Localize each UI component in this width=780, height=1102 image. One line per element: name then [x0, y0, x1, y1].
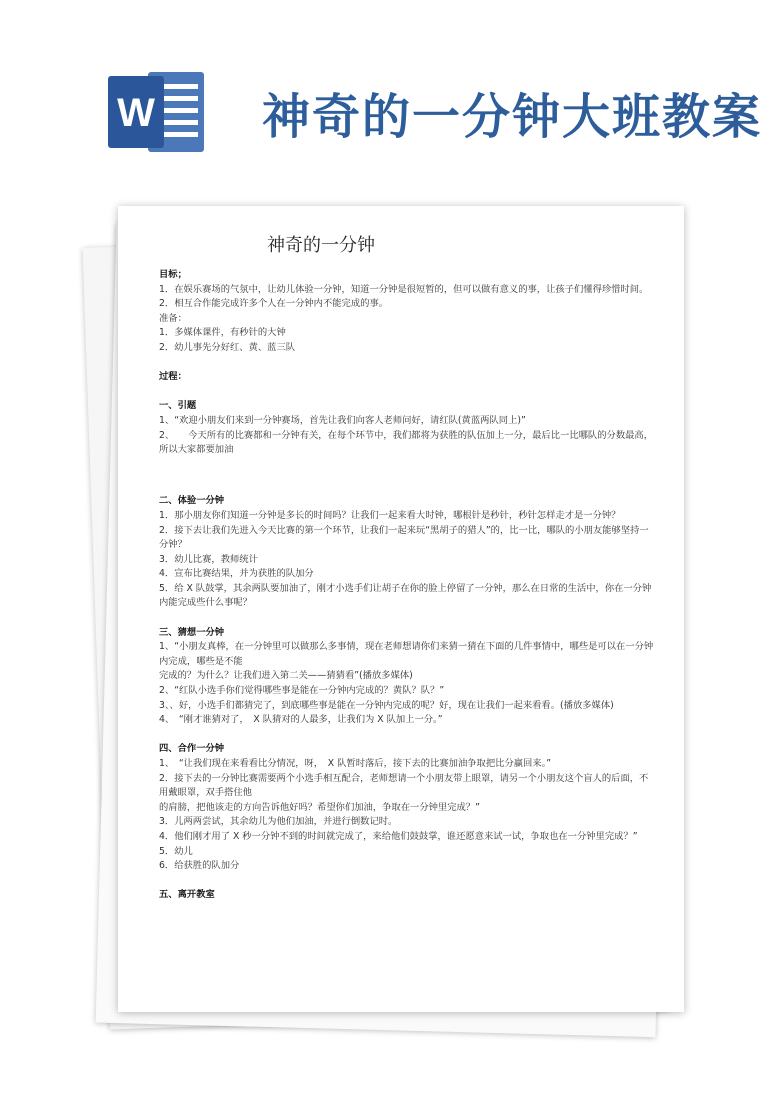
- paragraph-line: 4．宣布比赛结果，并为获胜的队加分: [159, 568, 314, 580]
- document-page: [118, 206, 684, 1012]
- section-heading: 五、离开教室: [159, 889, 215, 901]
- paragraph-line: 完成的？为什么？让我们进入第二关——猜猜看”(播放多媒体): [159, 670, 413, 682]
- section-heading: 一、引题: [159, 400, 197, 412]
- word-logo-icon: [108, 68, 208, 156]
- paragraph-line: 1．那小朋友你们知道一分钟是多长的时间吗？让我们一起来看大时钟，哪根针是秒针，秒针怎样走才是一分钟？: [159, 509, 621, 521]
- word-logo-letter: W: [117, 91, 155, 135]
- paragraph-line: 1、“欢迎小朋友们来到一分钟赛场，首先让我们向客人老师问好，请红队(黄蓝两队同上)”: [159, 414, 526, 426]
- banner: [0, 0, 780, 190]
- paragraph-line: 2．幼儿事先分好红、黄、蓝三队: [159, 341, 296, 353]
- paragraph-line: 2、 今天所有的比赛都和一分钟有关，在每个环节中，我们都将为获胜的队伍加上一分，最后比一比哪队的分数最高，所以大家都要加油: [159, 429, 654, 456]
- section-heading: 过程：: [159, 371, 187, 383]
- banner-title: 神奇的一分钟大班教案: [262, 89, 763, 145]
- paragraph-line: 3．儿两两尝试，其余幼儿为他们加油，并进行倒数记时。: [159, 816, 398, 828]
- paragraph-line: 1、“小朋友真棒，在一分钟里可以做那么多事情，现在老师想请你们来猜一猜在下面的几件事情中，哪些是可以在一分钟内完成，哪些是不能: [159, 641, 654, 667]
- paragraph-line: 2．相互合作能完成许多个人在一分钟内不能完成的事。: [159, 298, 389, 310]
- paragraph-line: 准备：: [159, 312, 187, 324]
- paragraph-line: 1、 “让我们现在来看看比分情况，呀， X 队暂时落后，接下去的比赛加油争取把比分赢回来。”: [159, 758, 552, 769]
- paragraph-line: 1．在娱乐赛场的气氛中，让幼儿体验一分钟，知道一分钟是很短暂的，但可以做有意义的事，让孩子们懂得珍惜时间。: [159, 283, 649, 295]
- section-heading: 目标；: [159, 269, 187, 280]
- paragraph-line: 4．他们刚才用了 X 秒一分钟不到的时间就完成了，来给他们鼓鼓掌，谁还愿意来试一试，争取也在一分钟里完成？”: [159, 830, 638, 842]
- section-heading: 三、猜想一分钟: [159, 626, 225, 638]
- paragraph-line: 2．接下去让我们先进入今天比赛的第一个环节，让我们一起来玩“黑胡子的猎人”的，比一比，哪队的小朋友能够坚持一分钟？: [159, 524, 649, 551]
- paragraph-line: 1．多媒体课件，有秒针的大钟: [159, 327, 286, 339]
- paragraph-line: 2、“红队小选手你们觉得哪些事是能在一分钟内完成的？黄队？队？”: [159, 685, 445, 697]
- paragraph-line: 3．幼儿比赛，教师统计: [159, 553, 258, 565]
- section-heading: 四、合作一分钟: [159, 743, 225, 755]
- section-heading: 二、体验一分钟: [159, 495, 225, 507]
- document-title: 神奇的一分钟: [267, 235, 375, 256]
- paragraph-line: 2．接下去的一分钟比赛需要两个小选手相互配合，老师想请一个小朋友带上眼罩，请另一个小朋友这个盲人的后面，不用戴眼罩，双手搭住他: [159, 772, 649, 799]
- paragraph-line: 6．给获胜的队加分: [159, 860, 240, 872]
- paragraph-line: 4、 “刚才谁猜对了， X 队猜对的人最多，让我们为 X 队加上一分。”: [159, 714, 443, 726]
- paragraph-line: 的肩膀，把他该走的方向告诉他好吗？希望你们加油，争取在一分钟里完成？”: [159, 801, 480, 813]
- paragraph-line: 5．幼儿: [159, 845, 193, 857]
- paragraph-line: 3、、好，小选手们都猜完了，到底哪些事是能在一分钟内完成的呢？好，现在让我们一起来看看。(播放多媒体): [159, 699, 614, 711]
- paragraph-line: 5．给 X 队鼓掌，其余两队要加油了，刚才小选手们让胡子在你的脸上停留了一分钟，那么在日常的生活中，你在一分钟内能完成些什么事呢？: [159, 582, 652, 609]
